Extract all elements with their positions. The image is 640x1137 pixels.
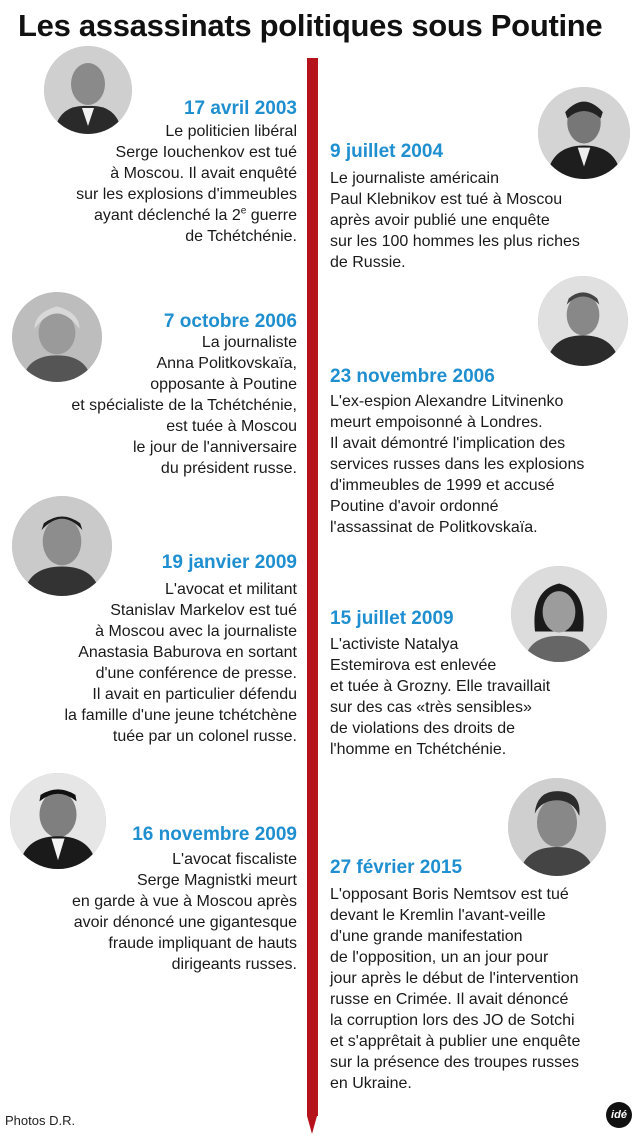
event-date: 27 février 2015 (330, 857, 463, 878)
publisher-logo: idé (606, 1102, 632, 1128)
event-date: 17 avril 2003 (183, 98, 297, 119)
portrait-photo (538, 87, 630, 179)
event-description: L'avocat et militant Stanislav Markelov est tué à Moscou avec la journaliste Anastasia Baburova en sortant d'une conférence de presse. Il avait en particulier défendu la famille d'une jeune tchétchène tuée par un colonel russe. (64, 581, 297, 745)
event-description: La journaliste Anna Politkovskaïa, opposante à Poutine et spécialiste de la Tchétchénie, est tuée à Moscou le jour de l'anniversaire du président russe. (71, 334, 297, 477)
timeline-arrow (307, 1116, 317, 1134)
event-date: 7 octobre 2006 (163, 311, 297, 332)
event-description: L'avocat fiscaliste Serge Magnistki meurt en garde à vue à Moscou après avoir dénoncé une gigantesque fraude impliquant de hauts dirigeants russes. (71, 851, 297, 973)
page-title: Les assassinats politiques sous Poutine (18, 8, 603, 43)
event-date: 9 juillet 2004 (330, 141, 444, 162)
timeline-bar (307, 58, 318, 1116)
event-description: L'opposant Boris Nemtsov est tué devant le Kremlin l'avant-veille d'une grande manifestation de l'opposition, un an jour pour jour après le début de l'intervention russe en Crimée. Il avait dénoncé la corruption lors des JO de Sotchi et s'apprêtait à publier une enquête sur la présence des troupes russes en Ukraine. (330, 886, 581, 1092)
photo-credit: Photos D.R. (5, 1113, 76, 1128)
event-date: 15 juillet 2009 (330, 608, 454, 629)
event-description: Le politicien libéral Serge Iouchenkov est tué à Moscou. Il avait enquêté sur les explosions d'immeubles ayant déclenché la 2e guerre de Tchétchénie. (76, 123, 297, 245)
event-date: 23 novembre 2006 (330, 366, 495, 387)
event-description: L'ex-espion Alexandre Litvinenko meurt empoisonné à Londres. Il avait démontré l'implication des services russes dans les explosions d'immeubles de 1999 et accusé Poutine d'avoir ordonné l'assassinat de Politkovskaïa. (330, 393, 585, 536)
event-description: Le journaliste américain Paul Klebnikov est tué à Moscou après avoir publié une enquête sur les 100 hommes les plus riches de Russie. (330, 170, 580, 271)
event-date: 19 janvier 2009 (161, 552, 297, 573)
event-description: L'activiste Natalya Estemirova est enlevée et tuée à Grozny. Elle travaillait sur des cas «très sensibles» de violations des droits de l'homme en Tchétchénie. (330, 636, 551, 758)
portrait-photo (538, 276, 628, 366)
event-date: 16 novembre 2009 (132, 824, 297, 845)
portrait-photo (508, 778, 606, 876)
